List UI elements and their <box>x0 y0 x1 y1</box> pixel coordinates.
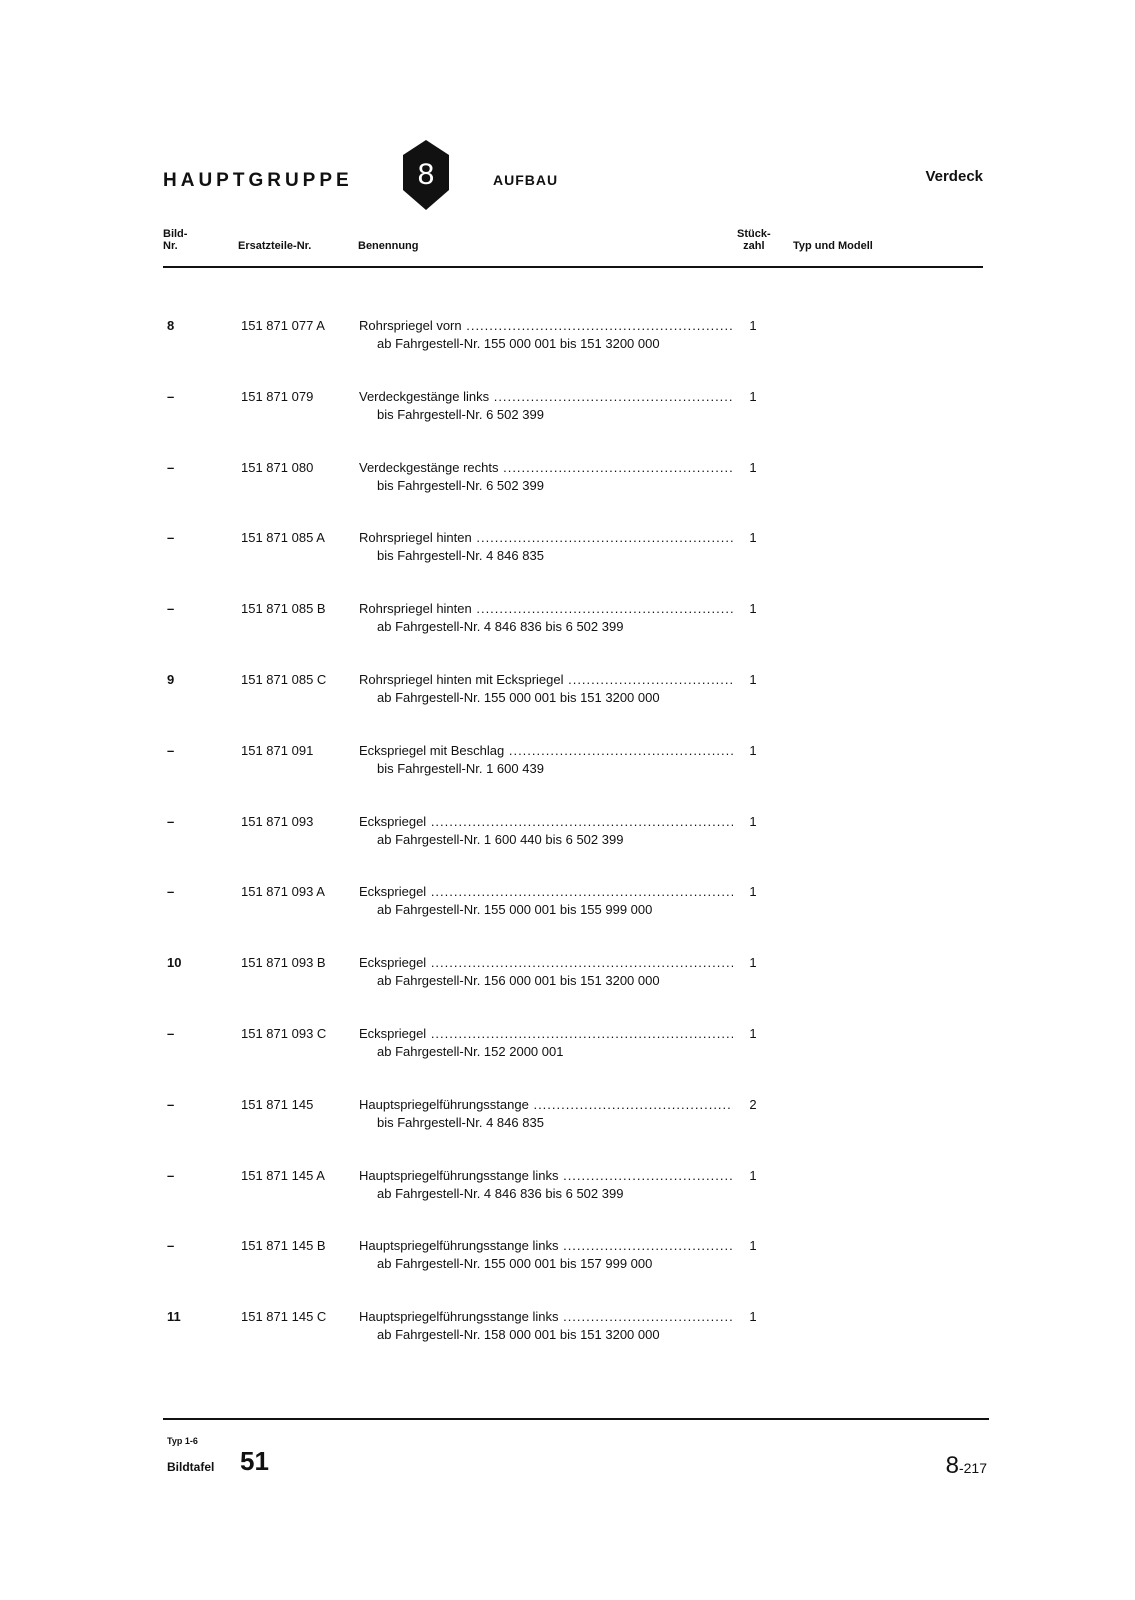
bild-nr: 8 <box>167 318 175 333</box>
quantity: 1 <box>749 1309 757 1324</box>
part-name: Rohrspriegel hinten ..... <box>359 530 733 545</box>
table-row <box>163 1238 983 1282</box>
part-number: 151 871 085 A <box>241 530 325 545</box>
chassis-range: bis Fahrgestell-Nr. 4 846 835 <box>377 548 544 563</box>
column-headers <box>163 225 983 265</box>
page-group: 8 <box>945 1452 959 1479</box>
part-name: Verdeckgestänge rechts ..... <box>359 460 733 475</box>
part-number: 151 871 079 <box>241 389 314 404</box>
chassis-range: ab Fahrgestell-Nr. 155 000 001 bis 151 3200 000 <box>377 690 660 705</box>
col-ersatzteil-nr: Ersatzteile-Nr. <box>238 240 312 252</box>
bild-nr: – <box>167 389 175 404</box>
part-number: 151 871 093 C <box>241 1026 327 1041</box>
bild-nr: – <box>167 1026 175 1041</box>
bild-nr: 10 <box>167 955 182 970</box>
chassis-range: ab Fahrgestell-Nr. 155 000 001 bis 151 3200 000 <box>377 336 660 351</box>
part-number: 151 871 093 B <box>241 955 326 970</box>
part-name: Hauptspriegelführungsstange links ..... <box>359 1238 733 1253</box>
quantity: 1 <box>749 530 757 545</box>
bildtafel-label: Bildtafel <box>167 1460 215 1474</box>
group-number: 8 <box>417 158 435 191</box>
part-number: 151 871 145 B <box>241 1238 326 1253</box>
part-name: Rohrspriegel vorn ..... <box>359 318 733 333</box>
col-bild-nr: Bild- Nr. <box>163 228 188 252</box>
quantity: 1 <box>749 743 757 758</box>
page-header <box>163 140 983 220</box>
col-typ-modell: Typ und Modell <box>793 240 873 252</box>
group-label: HAUPTGRUPPE <box>163 170 353 191</box>
part-number: 151 871 080 <box>241 460 314 475</box>
bild-nr: – <box>167 530 175 545</box>
part-name: Eckspriegel ..... <box>359 955 733 970</box>
part-number: 151 871 145 <box>241 1097 314 1112</box>
chassis-range: ab Fahrgestell-Nr. 155 000 001 bis 157 999 000 <box>377 1256 653 1271</box>
part-name: Hauptspriegelführungsstange ..... <box>359 1097 733 1112</box>
chassis-range: bis Fahrgestell-Nr. 6 502 399 <box>377 407 544 422</box>
table-row <box>163 460 983 504</box>
chassis-range: ab Fahrgestell-Nr. 4 846 836 bis 6 502 399 <box>377 619 624 634</box>
quantity: 1 <box>749 318 757 333</box>
table-row <box>163 318 983 362</box>
table-row <box>163 530 983 574</box>
quantity: 1 <box>749 389 757 404</box>
quantity: 1 <box>749 1026 757 1041</box>
bild-nr: – <box>167 1097 175 1112</box>
quantity: 1 <box>749 814 757 829</box>
bildtafel-number: 51 <box>240 1446 269 1476</box>
table-row <box>163 1026 983 1070</box>
part-name: Eckspriegel ..... <box>359 1026 733 1041</box>
part-name: Verdeckgestänge links ..... <box>359 389 733 404</box>
part-number: 151 871 077 A <box>241 318 325 333</box>
part-name: Eckspriegel ..... <box>359 814 733 829</box>
bild-nr: – <box>167 814 175 829</box>
bild-nr: – <box>167 1238 175 1253</box>
chassis-range: ab Fahrgestell-Nr. 152 2000 001 <box>377 1044 564 1059</box>
bild-nr: 9 <box>167 672 175 687</box>
header-rule <box>163 266 983 268</box>
chassis-range: ab Fahrgestell-Nr. 155 000 001 bis 155 999 000 <box>377 902 653 917</box>
part-number: 151 871 085 C <box>241 672 327 687</box>
quantity: 1 <box>749 1238 757 1253</box>
table-row <box>163 1309 983 1353</box>
part-name: Hauptspriegelführungsstange links ..... <box>359 1309 733 1324</box>
page-suffix: -217 <box>958 1460 987 1476</box>
table-row <box>163 814 983 858</box>
part-number: 151 871 145 C <box>241 1309 327 1324</box>
part-number: 151 871 085 B <box>241 601 326 616</box>
bild-nr: – <box>167 1168 175 1183</box>
footer-typ: Typ 1-6 <box>167 1436 198 1446</box>
quantity: 1 <box>749 460 757 475</box>
bild-nr: – <box>167 460 175 475</box>
table-row <box>163 672 983 716</box>
bild-nr: – <box>167 601 175 616</box>
quantity: 1 <box>749 601 757 616</box>
chassis-range: ab Fahrgestell-Nr. 4 846 836 bis 6 502 399 <box>377 1186 624 1201</box>
col-stueckzahl: Stück- zahl <box>737 228 771 252</box>
part-name: Rohrspriegel hinten ..... <box>359 601 733 616</box>
part-number: 151 871 093 <box>241 814 314 829</box>
chassis-range: ab Fahrgestell-Nr. 158 000 001 bis 151 3200 000 <box>377 1327 660 1342</box>
part-name: Eckspriegel mit Beschlag ..... <box>359 743 733 758</box>
chassis-range: bis Fahrgestell-Nr. 6 502 399 <box>377 478 544 493</box>
chassis-range: ab Fahrgestell-Nr. 156 000 001 bis 151 3200 000 <box>377 973 660 988</box>
table-row <box>163 1168 983 1212</box>
chassis-range: ab Fahrgestell-Nr. 1 600 440 bis 6 502 399 <box>377 832 624 847</box>
table-row <box>163 1097 983 1141</box>
table-row <box>163 955 983 999</box>
table-row <box>163 743 983 787</box>
table-row <box>163 389 983 433</box>
quantity: 2 <box>749 1097 757 1112</box>
quantity: 1 <box>749 884 757 899</box>
part-number: 151 871 145 A <box>241 1168 325 1183</box>
part-name: Hauptspriegelführungsstange links ..... <box>359 1168 733 1183</box>
part-number: 151 871 093 A <box>241 884 325 899</box>
part-name: Rohrspriegel hinten mit Eckspriegel ..... <box>359 672 733 687</box>
part-name: Eckspriegel ..... <box>359 884 733 899</box>
table-row <box>163 884 983 928</box>
quantity: 1 <box>749 955 757 970</box>
quantity: 1 <box>749 672 757 687</box>
part-number: 151 871 091 <box>241 743 314 758</box>
chassis-range: bis Fahrgestell-Nr. 4 846 835 <box>377 1115 544 1130</box>
footer-rule <box>163 1418 989 1420</box>
quantity: 1 <box>749 1168 757 1183</box>
col-benennung: Benennung <box>358 240 419 252</box>
bild-nr: – <box>167 743 175 758</box>
table-row <box>163 601 983 645</box>
section-title: AUFBAU <box>493 172 559 188</box>
bild-nr: 11 <box>167 1309 181 1324</box>
group-number-badge <box>401 140 451 210</box>
page-number <box>946 1452 987 1480</box>
chassis-range: bis Fahrgestell-Nr. 1 600 439 <box>377 761 544 776</box>
subsection-title: Verdeck <box>925 168 983 185</box>
bild-nr: – <box>167 884 175 899</box>
